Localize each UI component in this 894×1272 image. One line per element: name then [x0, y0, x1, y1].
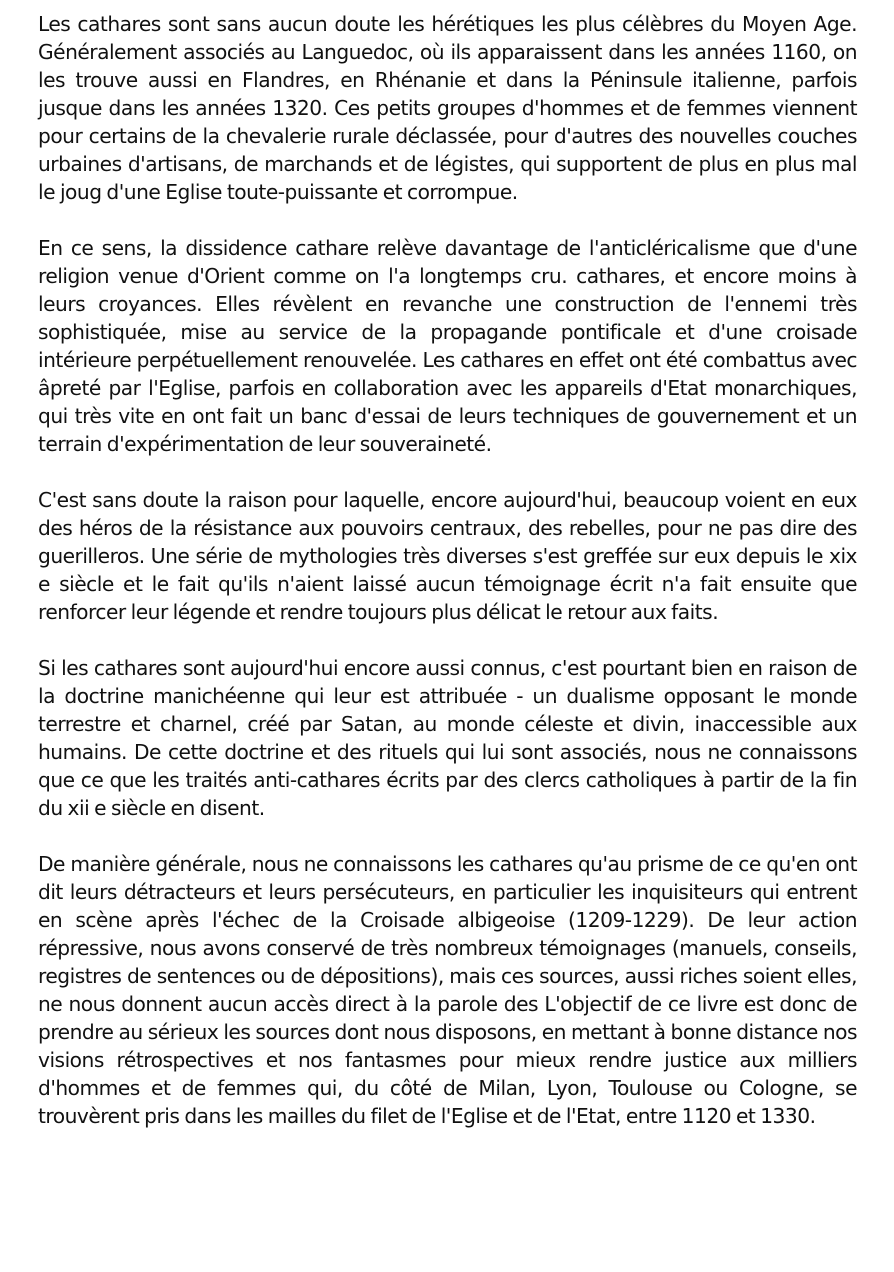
paragraph-4: Si les cathares sont aujourd'hui encore aussi connus, c'est pourtant bien en raison de la doctrine manichéenne qui leur est attribuée - un dualisme opposant le monde terrestre et charnel, créé par Satan, au monde céleste et divin, inaccessible aux humains. De cette doctrine et des rituels qui lui sont associés, nous ne connaissons que ce que les traités anti-cathares écrits par des clercs catholiques à partir de la fin du xii e siècle en disent.: [38, 656, 857, 820]
document-body: [38, 10, 857, 1158]
paragraph-2: En ce sens, la dissidence cathare relève davantage de l'anticléricalisme que d'une religion venue d'Orient comme on l'a longtemps cru. cathares, et encore moins à leurs croyances. Elles révèlent en revanche une construction de l'ennemi très sophistiquée, mise au service de la propagande pontificale et d'une croisade intérieure perpétuellement renouvelée. Les cathares en effet ont été combattus avec âpreté par l'Eglise, parfois en collaboration avec les appareils d'Etat monarchiques, qui très vite en ont fait un banc d'essai de leurs techniques de gouvernement et un terrain d'expérimentation de leur souveraineté.: [38, 236, 857, 456]
paragraph-3: C'est sans doute la raison pour laquelle, encore aujourd'hui, beaucoup voient en eux des héros de la résistance aux pouvoirs centraux, des rebelles, pour ne pas dire des guerilleros. Une série de mythologies très diverses s'est greffée sur eux depuis le xix e siècle et le fait qu'ils n'aient laissé aucun témoignage écrit n'a fait ensuite que renforcer leur légende et rendre toujours plus délicat le retour aux faits.: [38, 488, 857, 624]
paragraph-5: De manière générale, nous ne connaissons les cathares qu'au prisme de ce qu'en ont dit leurs détracteurs et leurs persécuteurs, en particulier les inquisiteurs qui entrent en scène après l'échec de la Croisade albigeoise (1209-1229). De leur action répressive, nous avons conservé de très nombreux témoignages (manuels, conseils, registres de sentences ou de dépositions), mais ces sources, aussi riches soient elles, ne nous donnent aucun accès direct à la parole des L'objectif de ce livre est donc de prendre au sérieux les sources dont nous disposons, en mettant à bonne distance nos visions rétrospectives et nos fantasmes pour mieux rendre justice aux milliers d'hommes et de femmes qui, du côté de Milan, Lyon, Toulouse ou Cologne, se trouvèrent pris dans les mailles du filet de l'Eglise et de l'Etat, entre 1120 et 1330.: [38, 852, 857, 1128]
paragraph-1: Les cathares sont sans aucun doute les hérétiques les plus célèbres du Moyen Age. Généralement associés au Languedoc, où ils apparaissent dans les années 1160, on les trouve aussi en Flandres, en Rhénanie et dans la Péninsule italienne, parfois jusque dans les années 1320. Ces petits groupes d'hommes et de femmes viennent pour certains de la chevalerie rurale déclassée, pour d'autres des nouvelles couches urbaines d'artisans, de marchands et de légistes, qui supportent de plus en plus mal le joug d'une Eglise toute-puissante et corrompue.: [38, 12, 857, 204]
